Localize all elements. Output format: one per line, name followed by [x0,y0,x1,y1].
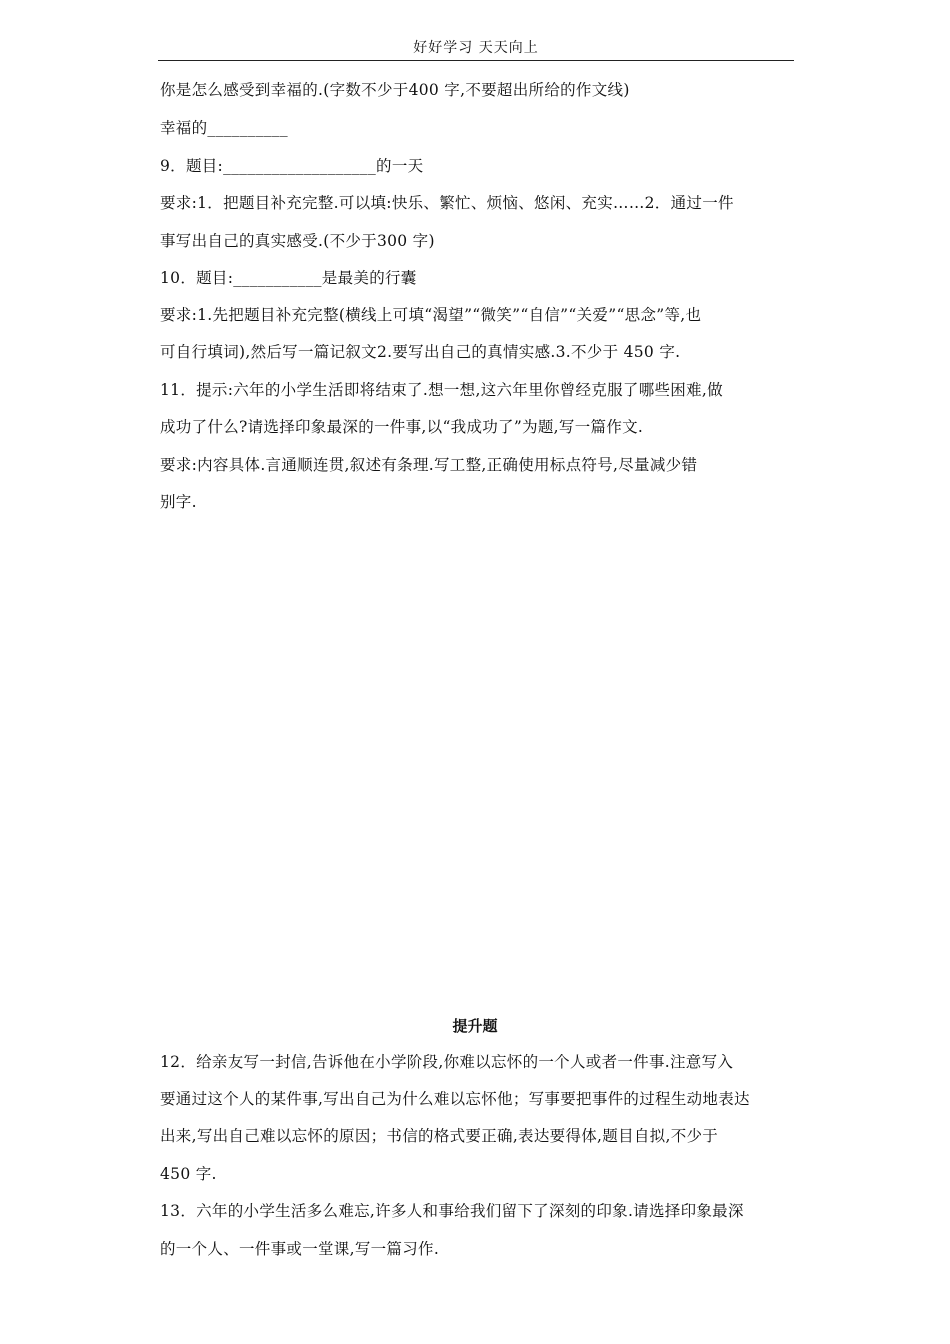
text-line: 成功了什么?请选择印象最深的一件事,以“我成功了”为题,写一篇作文. [160,418,644,436]
question-10-title: 10．题目:___________是最美的行囊 [160,269,417,287]
text-line: 要求:1．把题目补充完整.可以填:快乐、繁忙、烦恼、悠闲、充实……2．通过一件 [160,194,734,212]
question-11-prompt: 11．提示:六年的小学生活即将结束了.想一想,这六年里你曾经克服了哪些困难,做 [160,381,723,399]
text-line: 要求:内容具体.言通顺连贯,叙述有条理.写工整,正确使用标点符号,尽量减少错 [160,456,698,474]
text-line: 450 字. [160,1165,217,1183]
text-line: 要求:1.先把题目补充完整(横线上可填“渴望”“微笑”“自信”“关爱”“思念”等,也 [160,306,702,324]
text-line: 幸福的__________ [160,119,288,137]
text-line: 可自行填词),然后写一篇记叙文2.要写出自己的真情实感.3.不少于 450 字. [160,343,681,361]
text-line: 事写出自己的真实感受.(不少于300 字) [160,232,435,250]
page-header: 好好学习 天天向上 [158,38,794,61]
text-line: 的一个人、一件事或一堂课,写一篇习作. [160,1240,440,1258]
question-9-title: 9．题目:___________________的一天 [160,157,424,175]
question-13-prompt: 13．六年的小学生活多么难忘,许多人和事给我们留下了深刻的印象.请选择印象最深 [160,1202,744,1220]
text-line: 出来,写出自己难以忘怀的原因；书信的格式要正确,表达要得体,题目自拟,不少于 [160,1127,719,1145]
text-line: 别字. [160,493,197,511]
text-line: 你是怎么感受到幸福的.(字数不少于400 字,不要超出所给的作文线) [160,81,630,99]
text-line: 要通过这个人的某件事,写出自己为什么难以忘怀他；写事要把事件的过程生动地表达 [160,1090,750,1108]
question-12-prompt: 12．给亲友写一封信,告诉他在小学阶段,你难以忘怀的一个人或者一件事.注意写入 [160,1053,734,1071]
section-title: 提升题 [452,1017,498,1035]
